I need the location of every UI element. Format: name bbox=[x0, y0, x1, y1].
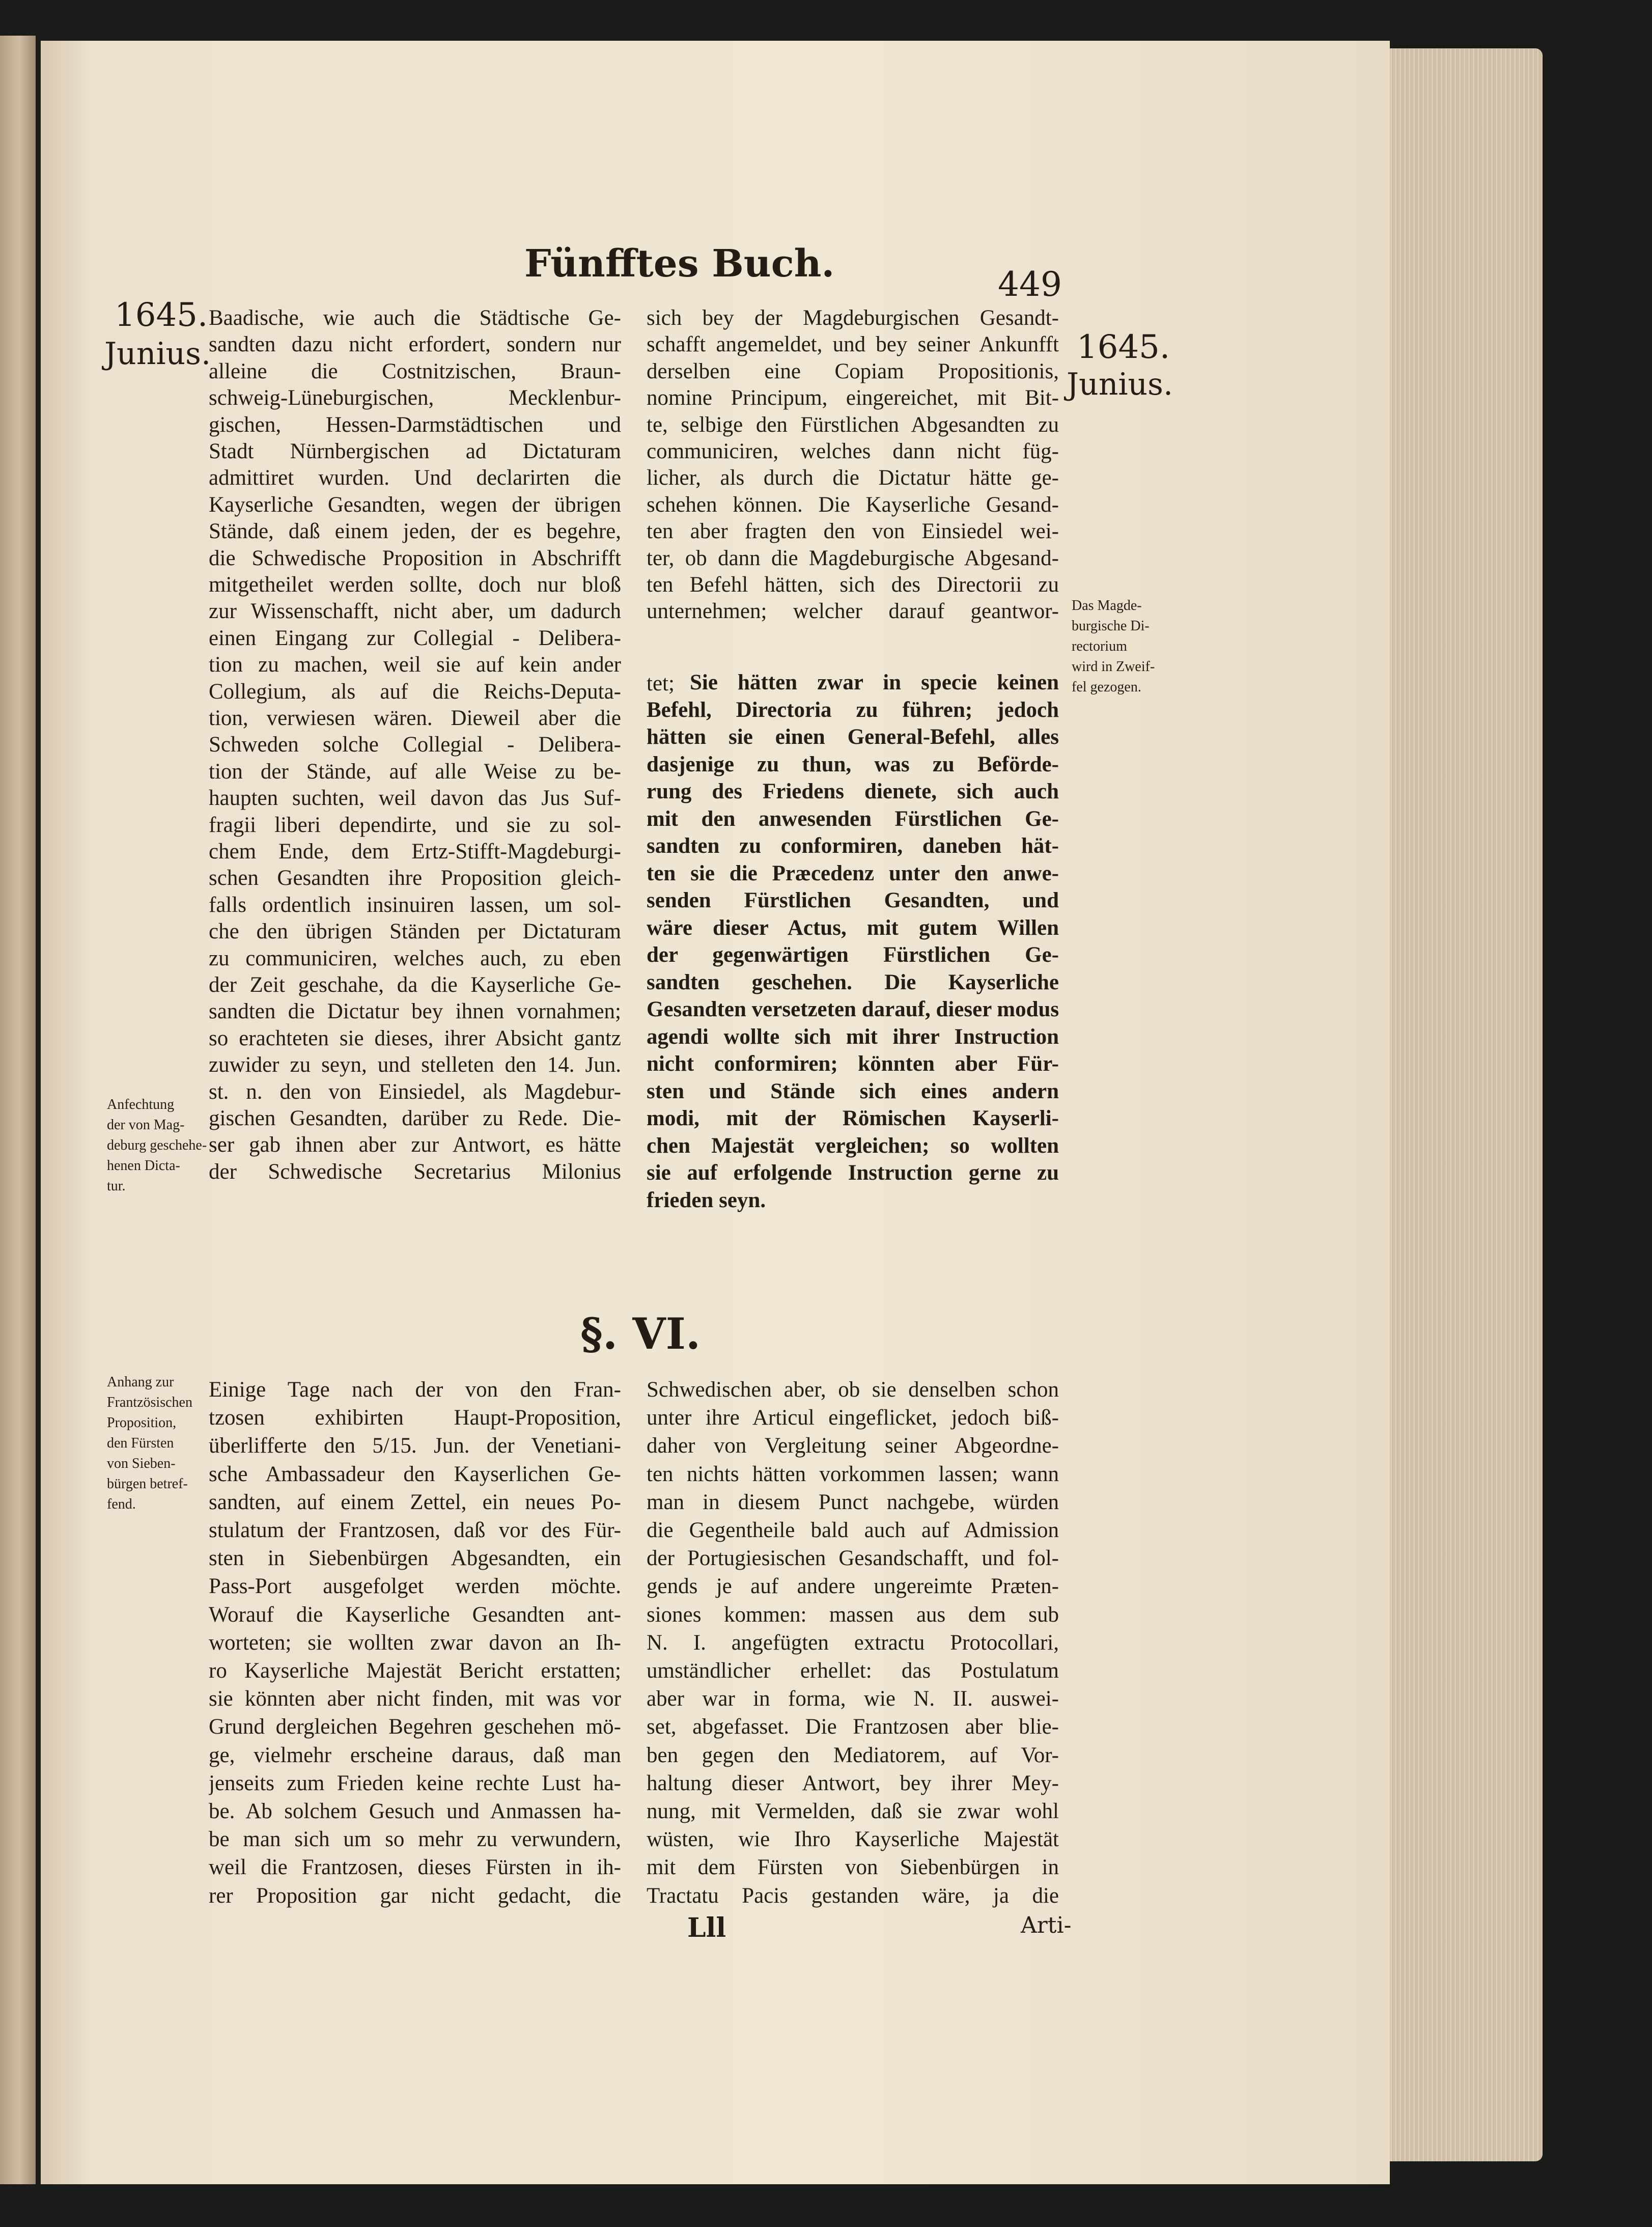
text-line: tion zu machen, weil sie auf kein ander bbox=[209, 653, 621, 677]
margin-note-line: Proposition, bbox=[107, 1415, 177, 1431]
text-line: Kayserliche Gesandten, wegen der übrigen bbox=[209, 493, 621, 517]
text-line: ser gab ihnen aber zur Antwort, es hätte bbox=[209, 1133, 621, 1157]
text-line: senden Fürstlichen Gesandten, und bbox=[647, 888, 1059, 912]
text-line: ten aber fragten den von Einsiedel wei- bbox=[647, 519, 1059, 543]
margin-note-line: von Sieben- bbox=[107, 1456, 176, 1471]
text-line: be. Ab solchem Gesuch und Anmassen ha- bbox=[209, 1799, 621, 1823]
text-line: Gesandten versetzeten darauf, dieser modus bbox=[647, 997, 1059, 1021]
margin-note-line: wird in Zweif- bbox=[1072, 659, 1155, 675]
text-line: schen Gesandten ihre Proposition gleich- bbox=[209, 866, 621, 890]
text-line: sten in Siebenbürgen Abgesandten, ein bbox=[209, 1546, 621, 1570]
text-line: weil die Frantzosen, dieses Fürsten in ih- bbox=[209, 1855, 621, 1879]
margin-note-line: deburg geschehe- bbox=[107, 1137, 207, 1153]
text-line: nung, mit Vermelden, daß sie zwar wohl bbox=[647, 1799, 1059, 1823]
text-line: Collegium, als auf die Reichs-Deputa- bbox=[209, 680, 621, 704]
margin-note-anhang bbox=[107, 1372, 214, 1515]
text-line: schafft angemeldet, und bey seiner Ankunfft bbox=[647, 332, 1059, 356]
text-line: einen Eingang zur Collegial - Delibera- bbox=[209, 626, 621, 650]
margin-note-line: fel gezogen. bbox=[1072, 679, 1141, 695]
margin-note-line: fend. bbox=[107, 1496, 136, 1512]
date-year-right: 1645. bbox=[1077, 328, 1170, 366]
text-line: zu communiciren, welches auch, zu eben bbox=[209, 947, 621, 970]
text-line: sie auf erfolgende Instruction gerne zu bbox=[647, 1161, 1059, 1185]
text-line: gischen Gesandten, darüber zu Rede. Die- bbox=[209, 1106, 621, 1130]
text-line: sandten geschehen. Die Kayserliche bbox=[647, 970, 1059, 994]
text-line: gischen, Hessen-Darmstädtischen und bbox=[209, 413, 621, 437]
text-line: sten und Stände sich eines andern bbox=[647, 1079, 1059, 1103]
text-line: Stadt Nürnbergischen ad Dictaturam bbox=[209, 439, 621, 463]
text-line: Sie hätten zwar in specie keinen bbox=[690, 671, 1059, 694]
text-line: Baadische, wie auch die Städtische Ge- bbox=[209, 306, 621, 330]
text-line: Tractatu Pacis gestanden wäre, ja die bbox=[647, 1884, 1059, 1908]
text-line: sandten die Dictatur bey ihnen vornahmen; bbox=[209, 999, 621, 1023]
margin-note-line: Das Magde- bbox=[1072, 598, 1142, 614]
text-line: siones kommen: massen aus dem sub bbox=[647, 1603, 1059, 1627]
text-line: haltung dieser Antwort, bey ihrer Mey- bbox=[647, 1771, 1059, 1795]
text-line: haupten suchten, weil davon das Jus Suf- bbox=[209, 786, 621, 810]
text-line: der Zeit geschahe, da die Kayserliche Ge- bbox=[209, 973, 621, 997]
text-line: so erachteten sie dieses, ihrer Absicht gantz bbox=[209, 1026, 621, 1050]
text-line: tion, verwiesen wären. Dieweil aber die bbox=[209, 706, 621, 730]
text-line: schweig-Lüneburgischen, Mecklenbur- bbox=[209, 386, 621, 410]
margin-note-line: henen Dicta- bbox=[107, 1158, 180, 1174]
text-line: überlifferte den 5/15. Jun. der Venetiani- bbox=[209, 1434, 621, 1458]
page-number: 449 bbox=[998, 265, 1062, 304]
margin-note-line: Anhang zur bbox=[107, 1374, 174, 1390]
margin-note-line: den Fürsten bbox=[107, 1435, 174, 1451]
text-line: jenseits zum Frieden keine rechte Lust ha- bbox=[209, 1771, 621, 1795]
text-line: gends je auf andere ungereimte Præten- bbox=[647, 1574, 1059, 1598]
text-line: sie könnten aber nicht finden, mit was vor bbox=[209, 1687, 621, 1711]
text-line: sandten zu conformiren, daneben hät- bbox=[647, 834, 1059, 858]
text-line: Stände, daß einem jeden, der es begehre, bbox=[209, 519, 621, 543]
margin-note-line: burgische Di- bbox=[1072, 618, 1150, 634]
text-line: Einige Tage nach der von den Fran- bbox=[209, 1378, 621, 1402]
text-line-fragment: tet; bbox=[647, 672, 675, 695]
text-line: der gegenwärtigen Fürstlichen Ge- bbox=[647, 943, 1059, 967]
margin-note-line: der von Mag- bbox=[107, 1117, 185, 1133]
text-line: chen Majestät vergleichen; so wollten bbox=[647, 1134, 1059, 1158]
text-line: der Schwedische Secretarius Milonius bbox=[209, 1160, 621, 1184]
text-line: fragii liberi dependirte, und sie zu sol- bbox=[209, 813, 621, 837]
text-line: admittiret wurden. Und declarirten die bbox=[209, 466, 621, 490]
text-line: daher von Vergleitung seiner Abgeordne- bbox=[647, 1434, 1059, 1458]
text-line: Worauf die Kayserliche Gesandten ant- bbox=[209, 1603, 621, 1627]
text-line: hätten sie einen General-Befehl, alles bbox=[647, 725, 1059, 749]
text-line: sche Ambassadeur den Kayserlichen Ge- bbox=[209, 1462, 621, 1486]
text-line: nicht conformiren; könnten aber Für- bbox=[647, 1052, 1059, 1076]
text-line: ten nichts hätten vorkommen lassen; wann bbox=[647, 1462, 1059, 1486]
running-head: Fünfftes Buch. bbox=[524, 242, 835, 286]
text-line: frieden seyn. bbox=[647, 1188, 766, 1212]
margin-note-line: Anfechtung bbox=[107, 1097, 175, 1112]
text-line: nomine Principum, eingereichet, mit Bit- bbox=[647, 386, 1059, 410]
margin-note-line: rectorium bbox=[1072, 638, 1127, 654]
text-line: rer Proposition gar nicht gedacht, die bbox=[209, 1884, 621, 1908]
text-line: be man sich um so mehr zu verwundern, bbox=[209, 1827, 621, 1851]
text-line: ten Befehl hätten, sich des Directorii zu bbox=[647, 573, 1059, 597]
text-line: Schwedischen aber, ob sie denselben schon bbox=[647, 1378, 1059, 1402]
date-month-right: Junius. bbox=[1067, 367, 1173, 402]
text-line: N. I. angefügten extractu Protocollari, bbox=[647, 1631, 1059, 1655]
text-line: te, selbige den Fürstlichen Abgesandten zu bbox=[647, 413, 1059, 437]
text-line: sandten, auf einem Zettel, ein neues Po- bbox=[209, 1490, 621, 1514]
signature-mark: Lll bbox=[687, 1912, 726, 1943]
text-line: wüsten, wie Ihro Kayserliche Majestät bbox=[647, 1827, 1059, 1851]
text-line: ro Kayserliche Majestät Bericht erstatten; bbox=[209, 1659, 621, 1683]
text-line: man in diesem Punct nachgebe, würden bbox=[647, 1490, 1059, 1514]
text-line: mit den anwesenden Fürstlichen Ge- bbox=[647, 807, 1059, 831]
margin-note-line: Frantzösischen bbox=[107, 1395, 192, 1410]
text-line: die Gegentheile bald auch auf Admission bbox=[647, 1518, 1059, 1542]
text-line: licher, als durch die Dictatur hätte ge- bbox=[647, 466, 1059, 490]
text-line: zuwider zu seyn, und stelleten den 14. Jun. bbox=[209, 1053, 621, 1077]
text-line: ter, ob dann die Magdeburgische Abgesand- bbox=[647, 546, 1059, 570]
text-line: ten sie die Præcedenz unter den anwe- bbox=[647, 861, 1059, 885]
text-line: sich bey der Magdeburgischen Gesandt- bbox=[647, 306, 1059, 330]
text-line: mit dem Fürsten von Siebenbürgen in bbox=[647, 1855, 1059, 1879]
text-line: alleine die Costnitzischen, Braun- bbox=[209, 359, 621, 383]
text-line: die Schwedische Proposition in Abschrifft bbox=[209, 546, 621, 570]
catchword: Arti- bbox=[1021, 1912, 1072, 1938]
text-line: umständlicher erhellet: das Postulatum bbox=[647, 1659, 1059, 1683]
text-line: falls ordentlich insinuiren lassen, um sol- bbox=[209, 893, 621, 917]
text-line: der Portugiesischen Gesandschafft, und fol- bbox=[647, 1546, 1059, 1570]
page-fore-edge bbox=[1375, 48, 1543, 2161]
margin-note-line: tur. bbox=[107, 1178, 126, 1194]
text-line: Pass-Port ausgefolget werden möchte. bbox=[209, 1574, 621, 1598]
text-line: chem Ende, dem Ertz-Stifft-Magdeburgi- bbox=[209, 840, 621, 864]
text-line: set, abgefasset. Die Frantzosen aber blie- bbox=[647, 1715, 1059, 1739]
text-line: zur Wissenschafft, nicht aber, um dadurch bbox=[209, 599, 621, 623]
book-page bbox=[41, 41, 1390, 2184]
margin-note-dictatur bbox=[1072, 596, 1179, 698]
text-line: dasjenige zu thun, was zu Beförde- bbox=[647, 753, 1059, 776]
text-line: stulatum der Frantzosen, daß vor des Für- bbox=[209, 1518, 621, 1542]
text-line: aber war in forma, wie N. II. auswei- bbox=[647, 1687, 1059, 1711]
text-line: sandten dazu nicht erfordert, sondern nur bbox=[209, 332, 621, 356]
text-line: Schweden solche Collegial - Delibera- bbox=[209, 733, 621, 757]
text-line: Grund dergleichen Begehren geschehen mö- bbox=[209, 1715, 621, 1739]
text-line: ben gegen den Mediatorem, auf Vor- bbox=[647, 1743, 1059, 1767]
margin-note-anfechtung bbox=[107, 1095, 214, 1196]
left-page-edge bbox=[0, 36, 36, 2184]
text-line: Befehl, Directoria zu führen; jedoch bbox=[647, 698, 1059, 722]
text-line: derselben eine Copiam Propositionis, bbox=[647, 359, 1059, 383]
text-line: communiciren, welches dann nicht füg- bbox=[647, 439, 1059, 463]
text-line: worteten; sie wollten zwar davon an Ih- bbox=[209, 1631, 621, 1655]
date-year-left: 1645. bbox=[115, 296, 208, 334]
text-line: tion der Stände, auf alle Weise zu be- bbox=[209, 760, 621, 784]
text-line: wäre dieser Actus, mit gutem Willen bbox=[647, 916, 1059, 940]
text-line: unternehmen; welcher darauf geantwor- bbox=[647, 599, 1059, 623]
text-line: agendi wollte sich mit ihrer Instruction bbox=[647, 1025, 1059, 1049]
text-line: mitgetheilet werden sollte, doch nur bloß bbox=[209, 573, 621, 597]
text-line: che den übrigen Ständen per Dictaturam bbox=[209, 920, 621, 943]
text-line: st. n. den von Einsiedel, als Magdebur- bbox=[209, 1080, 621, 1104]
margin-note-line: bürgen betref- bbox=[107, 1476, 188, 1492]
text-line: modi, mit der Römischen Kayserli- bbox=[647, 1106, 1059, 1130]
text-line: tzosen exhibirten Haupt-Proposition, bbox=[209, 1406, 621, 1430]
section-heading: §. VI. bbox=[580, 1309, 701, 1359]
date-month-left: Junius. bbox=[104, 336, 211, 372]
text-line: ge, vielmehr erscheine daraus, daß man bbox=[209, 1743, 621, 1767]
text-line: schehen können. Die Kayserliche Gesand- bbox=[647, 493, 1059, 517]
text-line: rung des Friedens dienete, sich auch bbox=[647, 780, 1059, 803]
text-line: unter ihre Articul eingeflicket, jedoch biß- bbox=[647, 1406, 1059, 1430]
